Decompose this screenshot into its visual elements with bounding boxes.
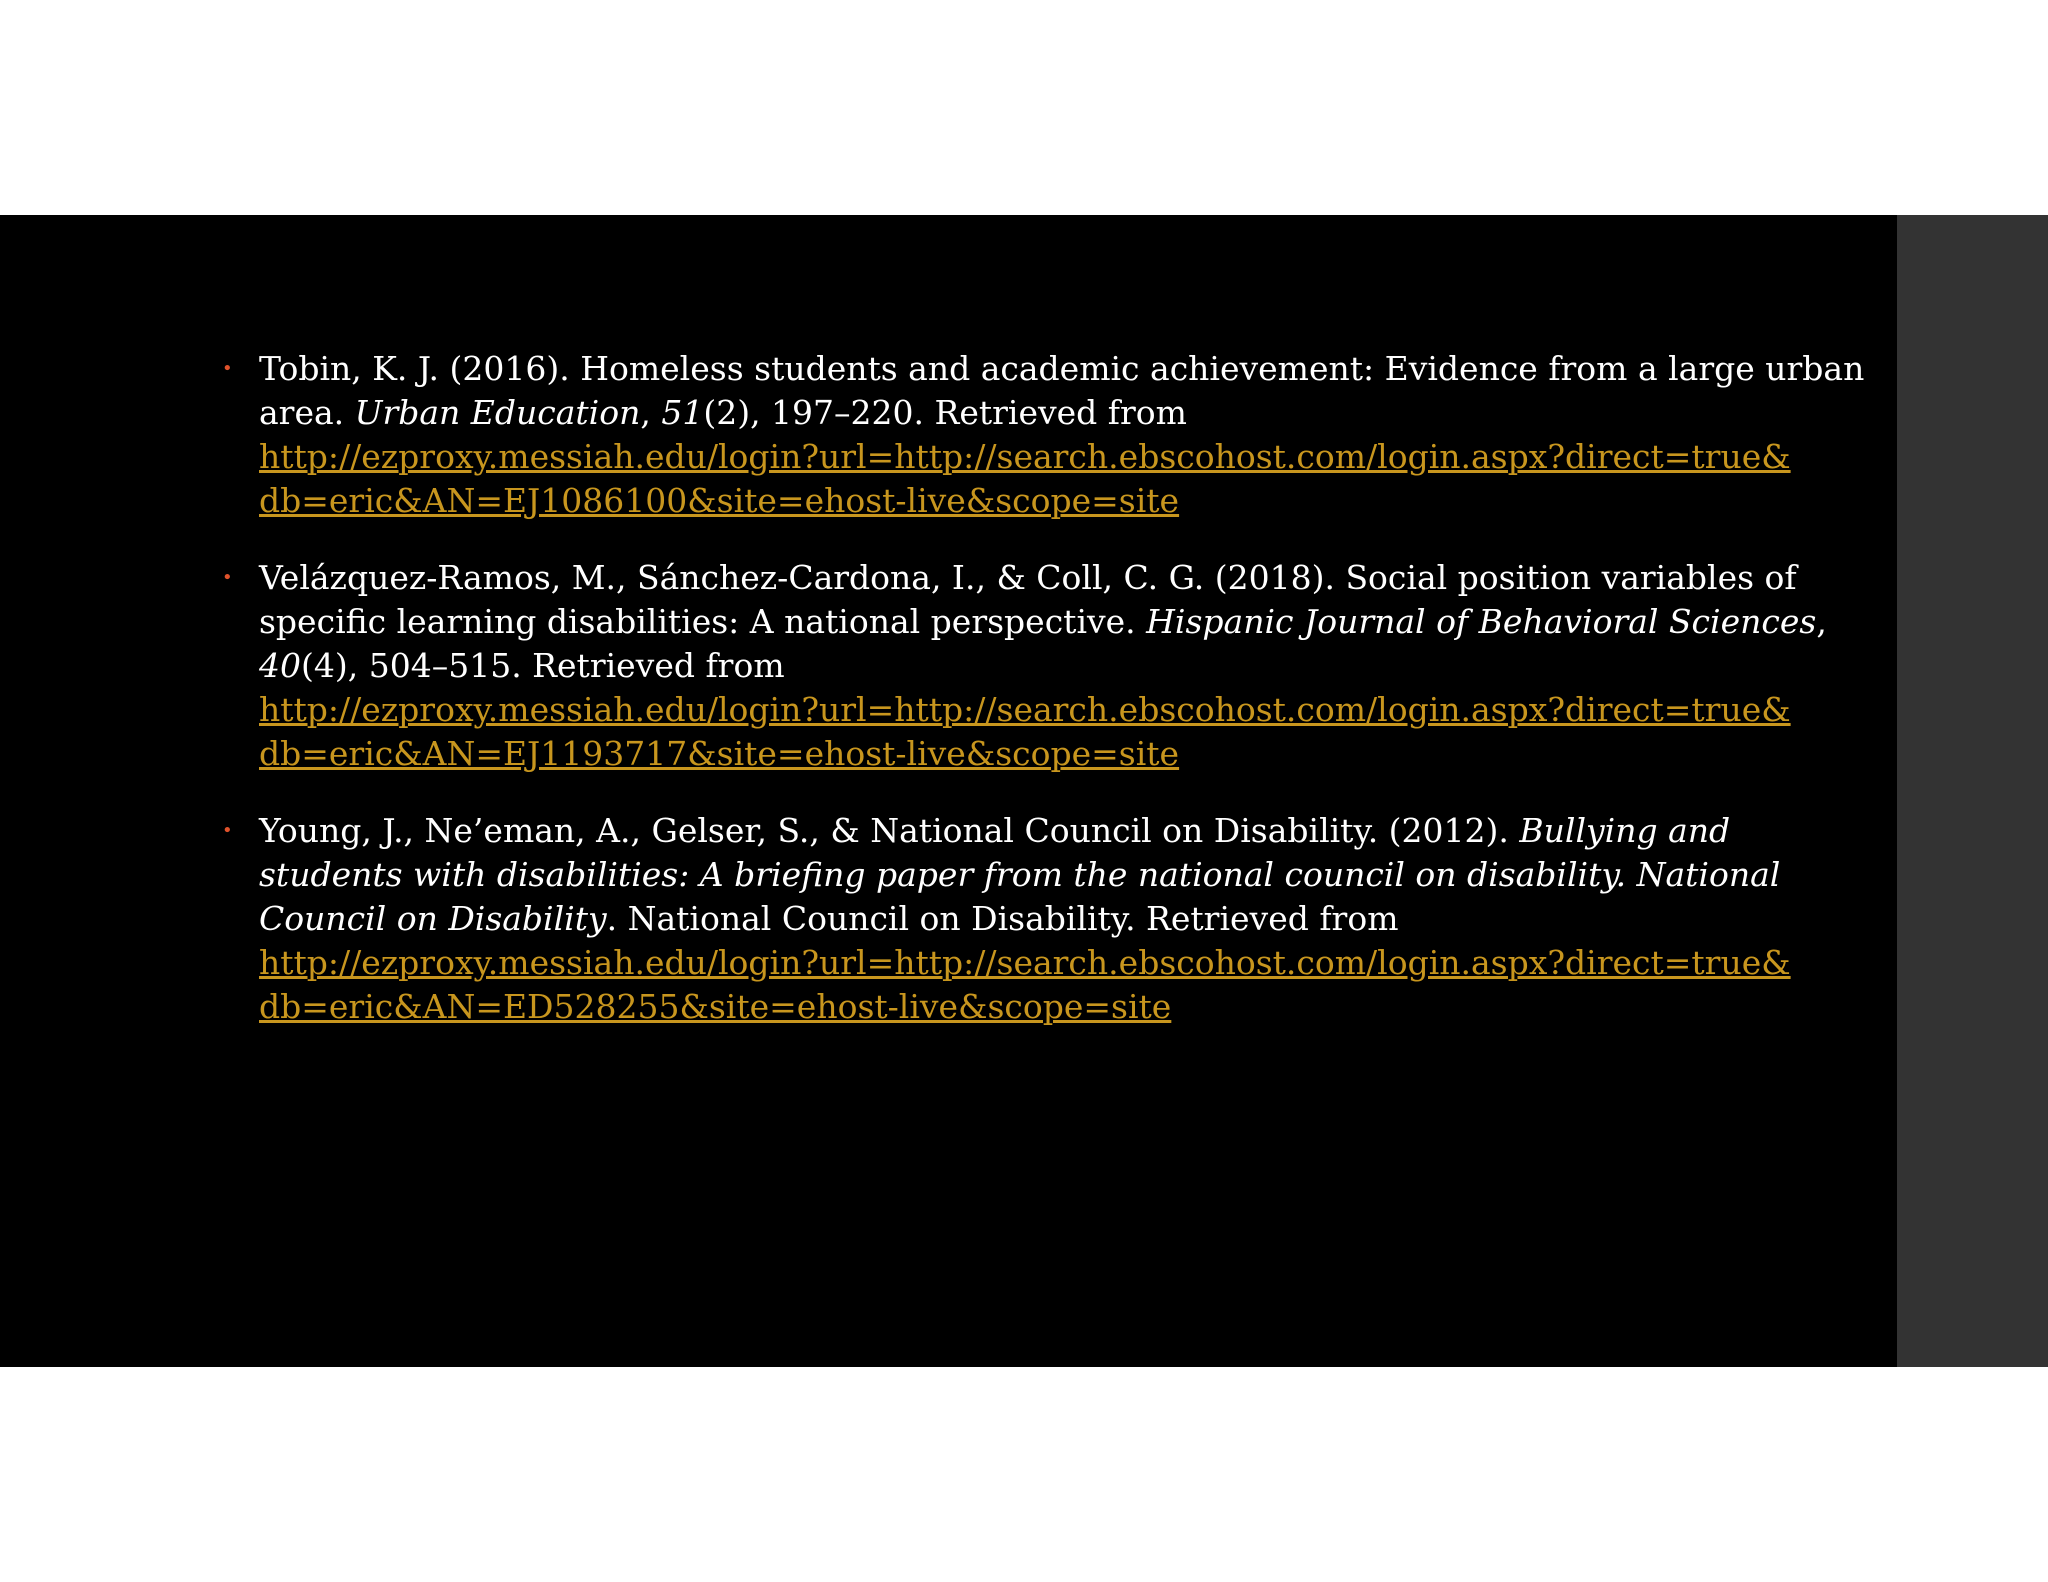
reference-issue-pages: (4), 504–515. Retrieved from xyxy=(301,646,785,685)
reference-title: Bullying and students with disabilities: A briefing paper from the national council on disability. National Council on Disability xyxy=(259,811,1781,938)
slide xyxy=(0,215,2048,1367)
reference-rest: . National Council on Disability. Retrieved from xyxy=(606,899,1399,938)
reference-authors: Tobin, K. J. (2016). Homeless students and academic achievement: Evidence from a large urban area. xyxy=(259,349,1865,432)
reference-item xyxy=(222,347,1872,523)
reference-issue-pages: (2), 197–220. Retrieved from xyxy=(703,393,1187,432)
reference-link[interactable] xyxy=(259,690,1791,773)
bullet-icon: • xyxy=(222,358,233,379)
reference-authors: Velázquez-Ramos, M., Sánchez-Cardona, I., & Coll, C. G. (2018). Social position variables of specific learning disabilities: A national perspective. xyxy=(259,558,1797,641)
reference-link[interactable] xyxy=(259,943,1791,1026)
reference-link-line2[interactable]: db=eric&AN=EJ1086100&site=ehost-live&scope=site xyxy=(259,481,1180,520)
reference-link-line2[interactable]: db=eric&AN=ED528255&site=ehost-live&scope=site xyxy=(259,987,1172,1026)
reference-separator: , xyxy=(640,393,662,432)
reference-link[interactable] xyxy=(259,437,1791,520)
reference-volume: 51 xyxy=(661,393,704,432)
reference-list xyxy=(222,347,1872,1062)
reference-separator: , xyxy=(1816,602,1827,641)
reference-authors: Young, J., Ne’eman, A., Gelser, S., & National Council on Disability. (2012). xyxy=(259,811,1520,850)
reference-volume: 40 xyxy=(259,646,301,685)
slide-side-bar xyxy=(1897,215,2048,1367)
reference-link-line1[interactable]: http://ezproxy.messiah.edu/login?url=http://search.ebscohost.com/login.aspx?direct=true& xyxy=(259,943,1791,982)
reference-journal: Urban Education xyxy=(354,393,641,432)
reference-journal: Hispanic Journal of Behavioral Sciences xyxy=(1146,602,1817,641)
bullet-icon: • xyxy=(222,820,233,841)
bullet-icon: • xyxy=(222,567,233,588)
reference-link-line1[interactable]: http://ezproxy.messiah.edu/login?url=http://search.ebscohost.com/login.aspx?direct=true& xyxy=(259,690,1791,729)
reference-item xyxy=(222,556,1872,776)
reference-item xyxy=(222,809,1872,1029)
reference-link-line1[interactable]: http://ezproxy.messiah.edu/login?url=http://search.ebscohost.com/login.aspx?direct=true& xyxy=(259,437,1791,476)
reference-link-line2[interactable]: db=eric&AN=EJ1193717&site=ehost-live&scope=site xyxy=(259,734,1180,773)
